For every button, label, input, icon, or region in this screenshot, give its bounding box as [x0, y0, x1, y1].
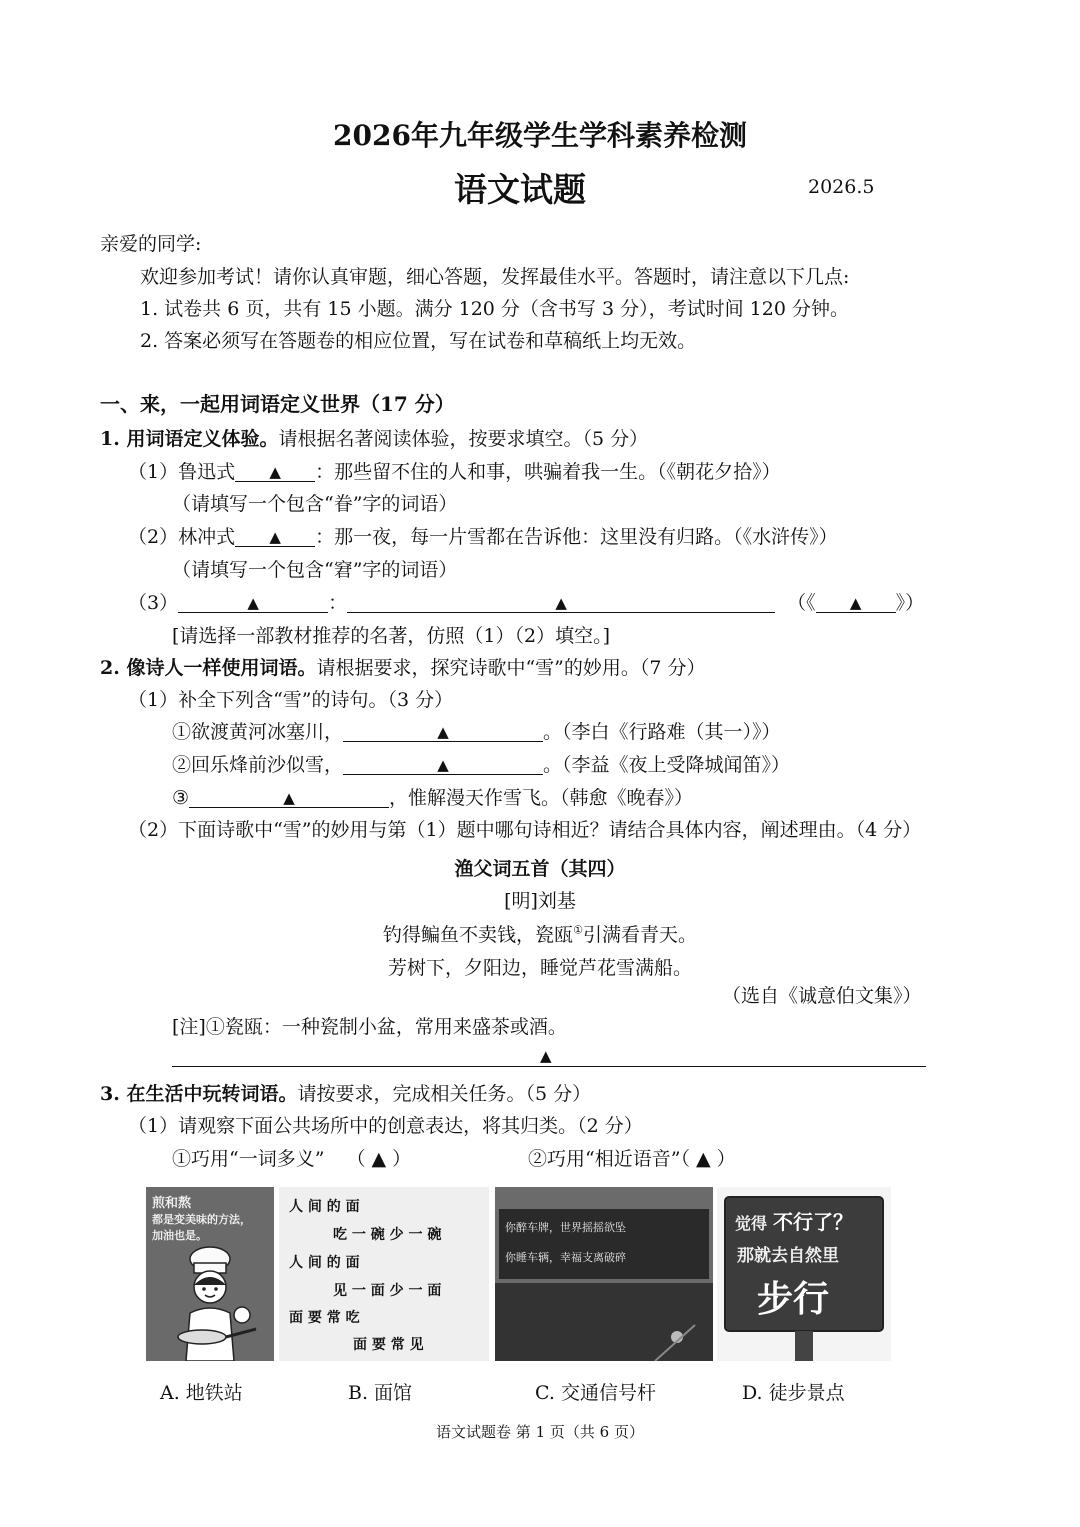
led-sign-line-2: 你睡车辆，幸福支离破碎	[505, 1251, 626, 1264]
poem-source: （选自《诚意伯文集》）	[722, 985, 922, 1007]
q1-item-3-prefix: （3）	[128, 592, 179, 614]
poem-line-1a: 钓得鳊鱼不卖钱，瓷瓯	[383, 924, 574, 946]
poster-b-line: 人 间 的 面	[289, 1255, 360, 1271]
exam-date: 2026.5	[808, 176, 875, 198]
category-1-answer[interactable]: （ ▲ ）	[346, 1148, 412, 1170]
q1-item-2-hint: （请填写一个包含“窘”字的词语）	[172, 559, 458, 581]
q1-item-2	[128, 528, 838, 547]
q2-line-3	[172, 789, 693, 808]
answer-blank[interactable]	[189, 789, 389, 808]
triangle-marker: ▲	[540, 1047, 552, 1065]
question-2-instructions: 请根据要求，探究诗歌中“雪”的妙用。（7 分）	[316, 657, 706, 679]
q1-item-3	[128, 594, 924, 613]
instruction-2: 2. 答案必须写在答题卷的相应位置，写在试卷和草稿纸上均无效。	[140, 330, 697, 352]
poem-line-prefix: ③	[172, 787, 190, 809]
option-d[interactable]: D. 徒步景点	[742, 1382, 845, 1404]
question-1-instructions: 请根据名著阅读体验，按要求填空。（5 分）	[278, 428, 649, 450]
category-2	[528, 1150, 736, 1169]
option-b[interactable]: B. 面馆	[348, 1382, 413, 1404]
image-d-hiking-sign	[717, 1187, 891, 1361]
category-1-label: ①巧用“一词多义”	[172, 1148, 325, 1170]
section-title: 一、来，一起用词语定义世界（17 分）	[100, 392, 455, 416]
option-c[interactable]: C. 交通信号杆	[535, 1382, 656, 1404]
poster-b-line: 面 要 常 吃	[289, 1310, 360, 1326]
q1-item-1-text: ：那些留不住的人和事，哄骗着我一生。（《朝花夕拾》）	[315, 461, 781, 483]
answer-blank[interactable]	[343, 723, 543, 742]
book-close-mark: 》）	[895, 592, 925, 614]
question-3-heading	[100, 1085, 591, 1104]
poster-a-line-1: 煎和熬	[152, 1196, 192, 1211]
sign-word-1: 觉得	[735, 1214, 768, 1233]
answer-blank[interactable]	[343, 756, 543, 775]
question-3-title: 3. 在生活中玩转词语。	[100, 1083, 298, 1105]
colon: ：	[328, 592, 348, 614]
wooden-signboard	[717, 1187, 891, 1361]
footnote-marker: ①	[573, 923, 583, 937]
page-footer: 语文试题卷 第 1 页（共 6 页）	[436, 1423, 644, 1441]
poster-a-line-2: 都是变美味的方法，	[152, 1213, 251, 1226]
q2-line-2	[172, 756, 790, 775]
answer-line[interactable]	[172, 1066, 926, 1067]
q1-item-1-prefix: （1）鲁迅式	[128, 461, 236, 483]
poem-line-1	[0, 920, 1080, 947]
answer-blank[interactable]	[178, 594, 328, 613]
poem-line-2: 芳树下，夕阳边，睡觉芦花雪满船。	[387, 957, 692, 979]
question-3-instructions: 请按要求，完成相关任务。（5 分）	[297, 1083, 592, 1105]
image-a-subway-poster	[146, 1187, 274, 1361]
poem-line-source: ，惟解漫天作雪飞。（韩愈《晚春》）	[389, 787, 694, 809]
sign-word-4: 步行	[757, 1279, 830, 1320]
category-2-answer[interactable]: （ ▲ ）	[680, 1148, 736, 1170]
category-1	[172, 1150, 411, 1169]
subject-title: 语文试题	[454, 170, 586, 209]
led-sign-line-1: 你醉车牌，世界摇摇欲坠	[505, 1221, 626, 1234]
q1-item-3-hint: [请选择一部教材推荐的名著，仿照（1）（2）填空。]	[172, 625, 611, 647]
poem-line-source: 。（李白《行路难（其一）》）	[543, 721, 781, 743]
triangle-marker: ▲	[269, 463, 281, 481]
triangle-marker: ▲	[269, 528, 281, 546]
image-b-noodle-shop-poster	[279, 1187, 489, 1361]
question-2-title: 2. 像诗人一样使用词语。	[100, 657, 317, 679]
q1-item-2-text: ：那一夜，每一片雪都在告诉他：这里没有归路。（《水浒传》）	[315, 526, 838, 548]
exam-title: 2026年九年级学生学科素养检测	[333, 119, 747, 152]
sign-word-2: 不行了？	[773, 1210, 853, 1234]
poster-b-line: 人 间 的 面	[289, 1199, 360, 1215]
answer-blank[interactable]	[816, 594, 896, 613]
q2-item-2: （2）下面诗歌中“雪”的妙用与第（1）题中哪句诗相近？请结合具体内容，阐述理由。（4 分）	[128, 819, 922, 841]
q1-item-1	[128, 463, 781, 482]
q2-line-1	[172, 723, 781, 742]
poster-b-line: 吃 一 碗 少 一 碗	[333, 1227, 442, 1243]
q2-item-1: （1）补全下列含“雪”的诗句。（3 分）	[128, 689, 454, 711]
answer-blank[interactable]	[235, 528, 315, 547]
led-sign-illustration	[495, 1187, 713, 1361]
sign-word-3: 那就去自然里	[737, 1246, 839, 1266]
poster-b-line: 见 一 面 少 一 面	[333, 1283, 442, 1299]
category-2-label: ②巧用“相近语音”	[528, 1148, 681, 1170]
poem-line-prefix: ①欲渡黄河冰塞川，	[172, 721, 344, 743]
book-open-mark: （《	[787, 592, 816, 614]
answer-blank[interactable]	[235, 463, 315, 482]
question-2-heading	[100, 659, 706, 678]
triangle-marker: ▲	[437, 723, 449, 741]
poem-line-source: 。（李益《夜上受降城闻笛》）	[543, 754, 791, 776]
instruction-1: 1. 试卷共 6 页，共有 15 小题。满分 120 分（含书写 3 分），考试时间 120 分钟。	[140, 298, 849, 320]
triangle-marker: ▲	[437, 756, 449, 774]
answer-blank[interactable]	[347, 594, 775, 613]
poem-line-prefix: ②回乐烽前沙似雪，	[172, 754, 344, 776]
q3-item-1: （1）请观察下面公共场所中的创意表达，将其归类。（2 分）	[128, 1115, 643, 1137]
q1-item-2-prefix: （2）林冲式	[128, 526, 236, 548]
poem-line-1b: 引满看青天。	[582, 924, 697, 946]
q1-item-1-hint: （请填写一个包含“眷”字的词语）	[172, 493, 458, 515]
poem-author: [明]刘基	[504, 890, 576, 912]
triangle-marker: ▲	[247, 594, 259, 612]
triangle-marker: ▲	[555, 594, 567, 612]
poster-a-line-3: 加油也是。	[152, 1229, 207, 1242]
poem-footnote: [注]①瓷瓯：一种瓷制小盆，常用来盛茶或酒。	[172, 1016, 567, 1038]
welcome-text: 欢迎参加考试！请你认真审题，细心答题，发挥最佳水平。答题时，请注意以下几点:	[140, 266, 850, 288]
triangle-marker: ▲	[283, 789, 295, 807]
poem-title: 渔父词五首（其四）	[454, 858, 626, 880]
question-1-title: 1. 用词语定义体验。	[100, 428, 279, 450]
poster-b-line: 面 要 常 见	[353, 1337, 424, 1353]
image-c-traffic-sign	[495, 1187, 713, 1361]
triangle-marker: ▲	[849, 594, 862, 612]
option-a[interactable]: A. 地铁站	[160, 1382, 243, 1404]
question-1-heading	[100, 430, 648, 449]
greeting: 亲爱的同学:	[100, 233, 202, 255]
noodle-shop-text-panel	[279, 1187, 489, 1361]
chef-illustration	[146, 1187, 274, 1361]
